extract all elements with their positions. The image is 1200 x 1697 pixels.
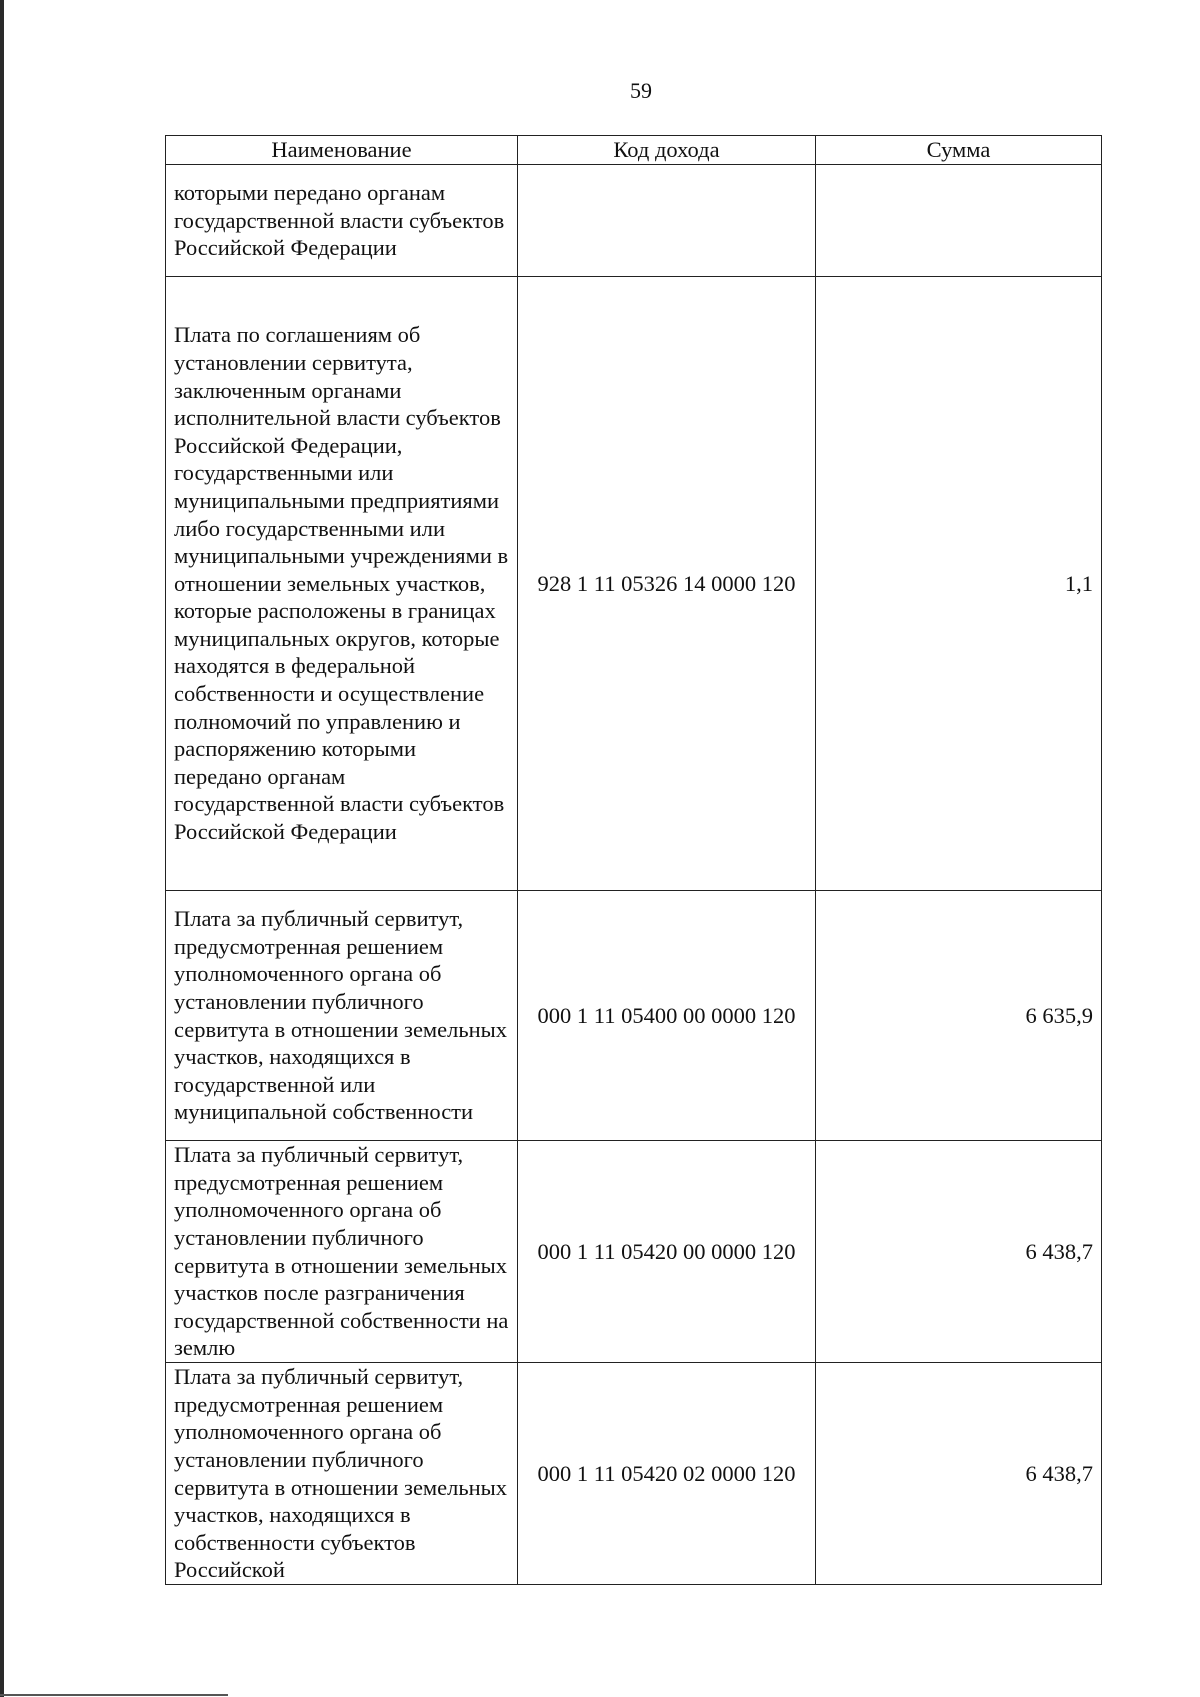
table-row <box>166 277 1102 891</box>
row-code: 000 1 11 05420 00 0000 120 <box>518 1141 816 1363</box>
column-header-code: Код дохода <box>518 136 816 165</box>
row-sum: 1,1 <box>816 277 1102 891</box>
table-header-row <box>166 136 1102 165</box>
table-row <box>166 891 1102 1141</box>
row-code: 928 1 11 05326 14 0000 120 <box>518 277 816 891</box>
row-name: Плата по соглашениям об установлении сервитута, заключенным органами исполнительной власти субъектов Российской Федерации, государственными или муниципальными предприятиями либо государственными или муниципальными учреждениями в отношении земельных участков, которые расположены в границах муниципальных округов, которые находятся в федеральной собственности и осуществление полномочий по управлению и распоряжению которыми передано органам государственной власти субъектов Российской Федерации <box>166 277 518 891</box>
row-name: которыми передано органам государственной власти субъектов Российской Федерации <box>166 165 518 277</box>
column-header-name: Наименование <box>166 136 518 165</box>
page-number: 59 <box>630 78 652 103</box>
column-header-sum: Сумма <box>816 136 1102 165</box>
scan-edge-bottom <box>0 1694 228 1696</box>
scan-edge-left <box>0 0 4 1697</box>
row-sum: 6 438,7 <box>816 1141 1102 1363</box>
table-row <box>166 165 1102 277</box>
row-code: 000 1 11 05400 00 0000 120 <box>518 891 816 1141</box>
row-name: Плата за публичный сервитут, предусмотренная решением уполномоченного органа об установлении публичного сервитута в отношении земельных участков, находящихся в собственности субъектов Российской <box>166 1363 518 1585</box>
revenue-table <box>165 135 1102 1585</box>
row-sum <box>816 165 1102 277</box>
row-sum: 6 438,7 <box>816 1363 1102 1585</box>
row-name: Плата за публичный сервитут, предусмотренная решением уполномоченного органа об установлении публичного сервитута в отношении земельных участков после разграничения государственной собственности на землю <box>166 1141 518 1363</box>
row-code: 000 1 11 05420 02 0000 120 <box>518 1363 816 1585</box>
table-row <box>166 1141 1102 1363</box>
row-sum: 6 635,9 <box>816 891 1102 1141</box>
row-name: Плата за публичный сервитут, предусмотренная решением уполномоченного органа об установлении публичного сервитута в отношении земельных участков, находящихся в государственной или муниципальной собственности <box>166 891 518 1141</box>
row-code <box>518 165 816 277</box>
table-row <box>166 1363 1102 1585</box>
